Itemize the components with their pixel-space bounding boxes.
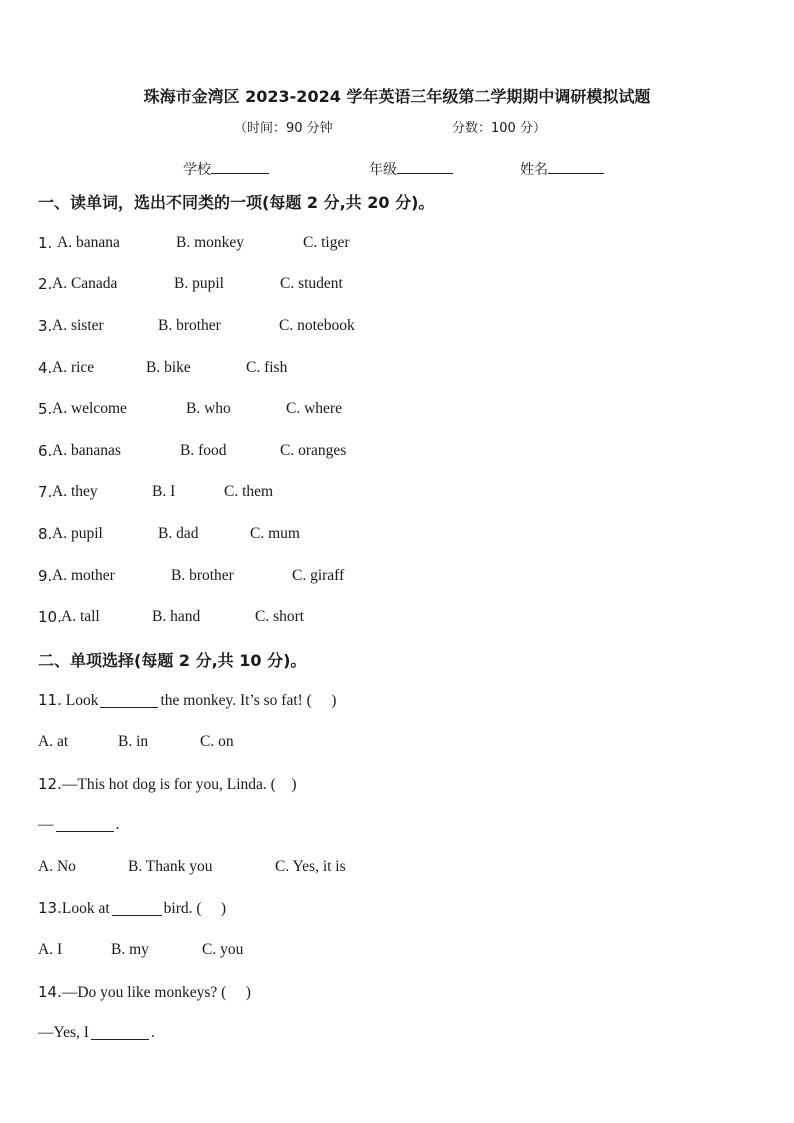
- option-c: C. oranges: [280, 442, 347, 459]
- option-b: B. monkey: [176, 234, 245, 251]
- total-score: 分数：100 分）: [452, 121, 546, 136]
- option-b: B. who: [186, 400, 231, 417]
- answer-blank[interactable]: [91, 1023, 149, 1040]
- question-number: 7.: [38, 483, 53, 501]
- option-c: C. you: [202, 941, 244, 958]
- question-number: 2.: [38, 275, 53, 293]
- option-a: A. bananas: [52, 442, 121, 459]
- question-11: [38, 689, 336, 711]
- question-text-pre: Look: [65, 692, 99, 709]
- option-b: B. food: [180, 442, 227, 459]
- option-c: C. student: [280, 275, 343, 292]
- option-b: B. brother: [171, 567, 234, 584]
- option-a: A. banana: [57, 234, 120, 251]
- option-a: A. I: [38, 941, 63, 958]
- question-number: 14.: [38, 983, 62, 1001]
- option-c: C. notebook: [279, 317, 355, 334]
- answer-paren[interactable]: ( ): [221, 984, 251, 1001]
- answer-blank[interactable]: [56, 815, 114, 832]
- question-number: 5.: [38, 400, 53, 418]
- name-blank[interactable]: [548, 159, 604, 174]
- option-b: B. brother: [158, 317, 221, 334]
- option-c: C. giraff: [292, 567, 345, 584]
- question-number: 4.: [38, 359, 53, 377]
- question-number: 9.: [38, 567, 53, 585]
- question-text: —This hot dog is for you, Linda.: [61, 776, 267, 793]
- period: .: [115, 816, 120, 833]
- option-a: A. Canada: [52, 275, 118, 292]
- school-blank[interactable]: [211, 159, 269, 174]
- dash: —: [38, 816, 54, 833]
- question-number: 6.: [38, 442, 53, 460]
- option-b: B. in: [118, 733, 149, 750]
- option-a: A. pupil: [52, 525, 103, 542]
- option-c: C. fish: [246, 359, 288, 376]
- option-c: C. Yes, it is: [275, 858, 346, 875]
- answer-paren[interactable]: ( ): [306, 692, 337, 709]
- option-a: A. mother: [52, 567, 115, 584]
- period: .: [150, 1024, 155, 1041]
- question-12-response: [38, 814, 119, 836]
- option-b: B. I: [152, 483, 176, 500]
- question-text-pre: Look at: [61, 900, 110, 917]
- question-number: 10.: [38, 608, 62, 626]
- option-a: A. welcome: [52, 400, 127, 417]
- option-c: C. short: [255, 608, 305, 625]
- section1-heading: 一、读单词，选出不同类的一项(每题 2 分,共 20 分)。: [38, 193, 435, 212]
- question-text: —Do you like monkeys?: [61, 984, 218, 1001]
- section2-heading: 二、单项选择(每题 2 分,共 10 分)。: [38, 651, 307, 670]
- option-c: C. mum: [250, 525, 300, 542]
- question-number: 3.: [38, 317, 53, 335]
- grade-label: 年级: [369, 162, 397, 178]
- question-number: 12.: [38, 775, 62, 793]
- time-limit: （时间：90 分钟: [234, 121, 333, 136]
- question-14-response: [38, 1022, 155, 1044]
- school-label: 学校: [183, 162, 211, 178]
- question-14: [38, 981, 251, 1003]
- option-a: A. sister: [52, 317, 104, 334]
- answer-blank[interactable]: [100, 691, 158, 708]
- option-a: A. at: [38, 733, 69, 750]
- question-number: 8.: [38, 525, 53, 543]
- option-b: B. dad: [158, 525, 199, 542]
- school-field: [183, 159, 269, 179]
- option-c: C. on: [200, 733, 234, 750]
- option-b: B. pupil: [174, 275, 224, 292]
- option-c: C. where: [286, 400, 342, 417]
- option-c: C. them: [224, 483, 274, 500]
- grade-field: [369, 159, 453, 179]
- option-a: A. tall: [61, 608, 100, 625]
- option-a: A. rice: [52, 359, 95, 376]
- question-number: 13.: [38, 899, 62, 917]
- option-b: B. Thank you: [128, 858, 213, 875]
- question-12: [38, 773, 297, 795]
- option-c: C. tiger: [303, 234, 350, 251]
- option-a: A. they: [52, 483, 98, 500]
- option-b: B. my: [111, 941, 149, 958]
- question-text-post: the monkey. It’s so fat!: [160, 692, 303, 709]
- question-text-post: bird.: [163, 900, 193, 917]
- grade-blank[interactable]: [397, 159, 453, 174]
- name-label: 姓名: [520, 162, 548, 178]
- exam-subtitle: [234, 117, 594, 136]
- question-number: 1.: [38, 234, 53, 252]
- response-text: —Yes, I: [38, 1024, 89, 1041]
- question-13: [38, 897, 226, 919]
- answer-paren[interactable]: ( ): [196, 900, 227, 917]
- name-field: [520, 159, 604, 179]
- option-a: A. No: [38, 858, 76, 875]
- question-number: 11.: [38, 691, 62, 709]
- answer-paren[interactable]: ( ): [270, 776, 297, 793]
- option-b: B. bike: [146, 359, 191, 376]
- option-b: B. hand: [152, 608, 201, 625]
- exam-title: 珠海市金湾区 2023-2024 学年英语三年级第二学期期中调研模拟试题: [143, 87, 651, 106]
- answer-blank[interactable]: [112, 899, 162, 916]
